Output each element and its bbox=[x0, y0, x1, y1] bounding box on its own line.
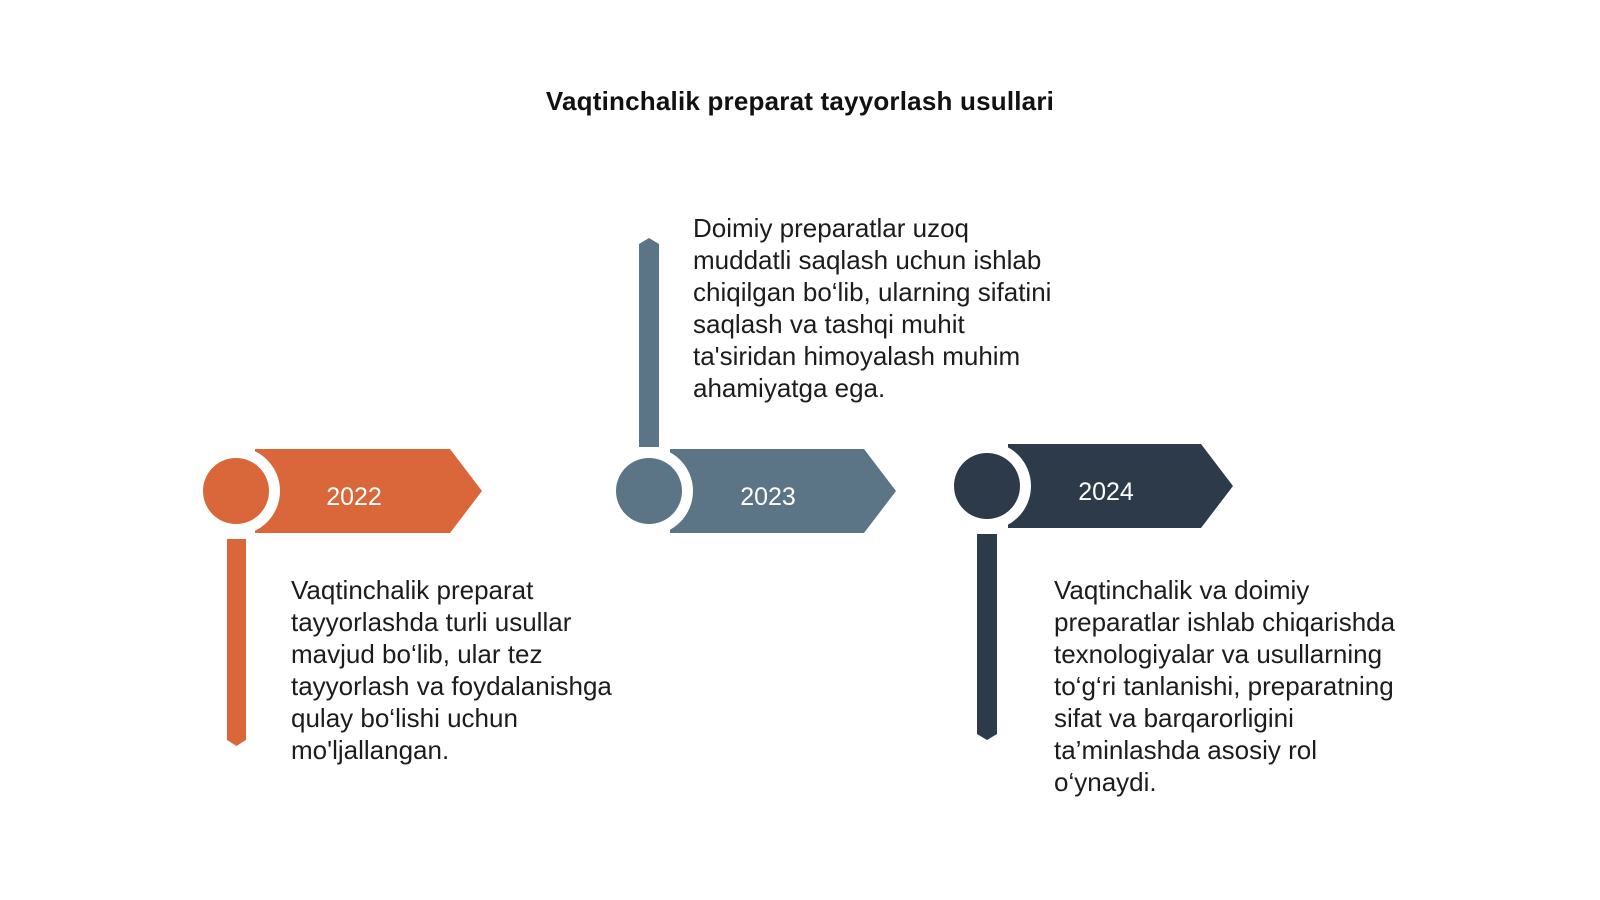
year-label-2022: 2022 bbox=[326, 483, 382, 511]
milestone-2023-description: Doimiy preparatlar uzoq muddatli saqlash uchun ishlab chiqilgan bo‘lib, ularning sifatini saqlash va tashqi muhit ta'siridan himoyalash muhim ahamiyatga ega. bbox=[693, 213, 1052, 403]
connector-bar-2023 bbox=[639, 238, 659, 447]
milestone-2022-description: Vaqtinchalik preparat tayyorlashda turli usullar mavjud bo‘lib, ular tez tayyorlash va foydalanishga qulay bo‘lishi uchun mo'ljallangan. bbox=[291, 575, 612, 765]
milestone-dot-2024 bbox=[954, 453, 1020, 519]
connector-bar-2022 bbox=[227, 539, 246, 746]
milestone-dot-2023 bbox=[616, 458, 682, 524]
slide-title: Vaqtinchalik preparat tayyorlash usullari bbox=[545, 86, 1055, 116]
connector-bar-2024 bbox=[977, 534, 997, 740]
year-label-2023: 2023 bbox=[740, 483, 796, 511]
milestone-2024-description: Vaqtinchalik va doimiy preparatlar ishlab chiqarishda texnologiyalar va usullarning to‘g‘ri tanlanishi, preparatning sifat va barqarorligini ta’minlashda asosiy rol o‘ynaydi. bbox=[1054, 575, 1396, 797]
milestone-dot-2022 bbox=[203, 458, 269, 524]
year-label-2024: 2024 bbox=[1078, 478, 1134, 506]
